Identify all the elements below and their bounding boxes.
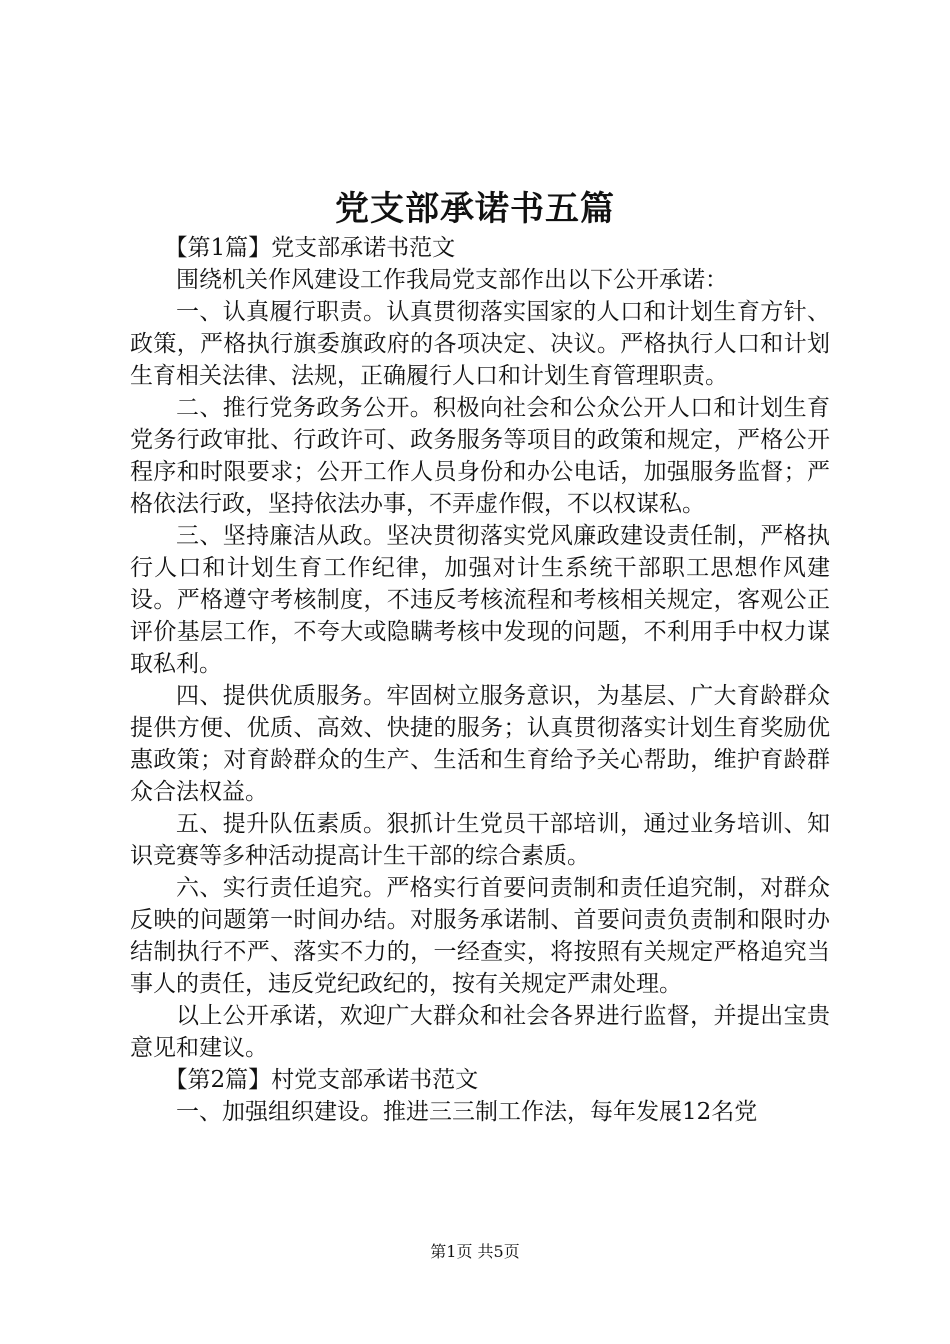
section-heading: 【第2篇】村党支部承诺书范文	[164, 1067, 479, 1093]
document-body	[130, 232, 830, 1128]
paragraph: 六、实行责任追究。严格实行首要问责制和责任追究制，对群众反映的问题第一时间办结。对服务承诺制、首要问责负责制和限时办结制执行不严、落实不力的，一经查实，将按照有关规定严格追究当事人的责任，违反党纪政纪的，按有关规定严肃处理。	[130, 875, 830, 997]
paragraph: 以上公开承诺，欢迎广大群众和社会各界进行监督，并提出宝贵意见和建议。	[130, 1003, 830, 1061]
page-number-footer: 第1页 共5页	[430, 1242, 520, 1261]
paragraph: 围绕机关作风建设工作我局党支部作出以下公开承诺：	[176, 267, 728, 293]
paragraph: 五、提升队伍素质。狠抓计生党员干部培训，通过业务培训、知识竞赛等多种活动提高计生干部的综合素质。	[130, 811, 830, 869]
paragraph: 三、坚持廉洁从政。坚决贯彻落实党风廉政建设责任制，严格执行人口和计划生育工作纪律，加强对计生系统干部职工思想作风建设。严格遵守考核制度，不违反考核流程和考核相关规定，客观公正评价基层工作，不夸大或隐瞒考核中发现的问题，不利用手中权力谋取私利。	[130, 523, 830, 677]
paragraph: 四、提供优质服务。牢固树立服务意识，为基层、广大育龄群众提供方便、优质、高效、快捷的服务；认真贯彻落实计划生育奖励优惠政策；对育龄群众的生产、生活和生育给予关心帮助，维护育龄群众合法权益。	[130, 683, 830, 805]
paragraph: 一、加强组织建设。推进三三制工作法，每年发展12名党	[176, 1099, 758, 1125]
paragraph: 一、认真履行职责。认真贯彻落实国家的人口和计划生育方针、政策，严格执行旗委旗政府的各项决定、决议。严格执行人口和计划生育相关法律、法规，正确履行人口和计划生育管理职责。	[130, 299, 830, 389]
paragraph: 二、推行党务政务公开。积极向社会和公众公开人口和计划生育党务行政审批、行政许可、政务服务等项目的政策和规定，严格公开程序和时限要求；公开工作人员身份和办公电话，加强服务监督；严格依法行政，坚持依法办事，不弄虚作假，不以权谋私。	[130, 395, 830, 517]
section-heading: 【第1篇】党支部承诺书范文	[164, 235, 456, 261]
document-title: 党支部承诺书五篇	[335, 189, 615, 229]
